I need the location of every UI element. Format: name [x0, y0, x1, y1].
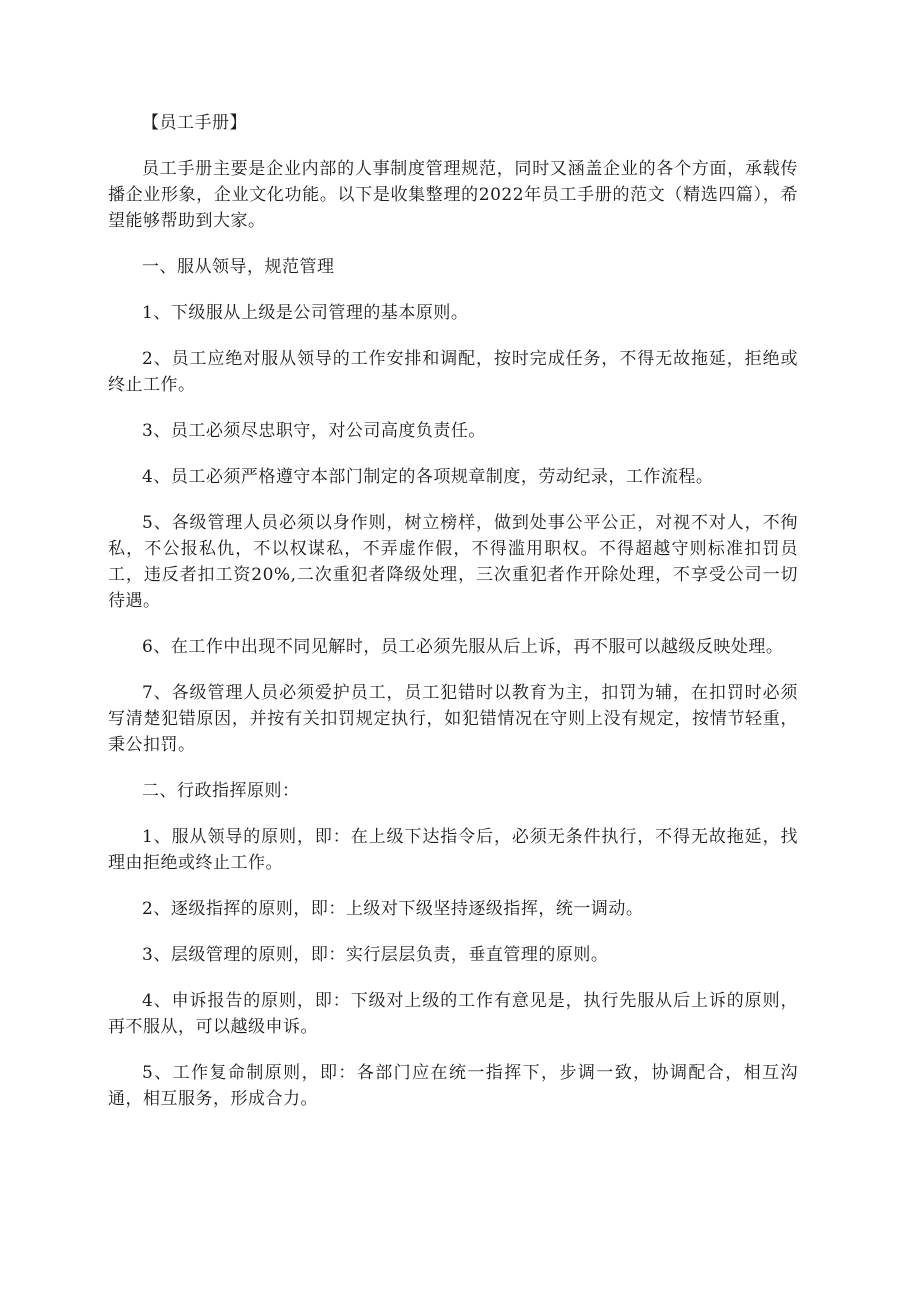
section-heading-1: 一、服从领导，规范管理 [142, 257, 335, 277]
rule-1-5: 5、各级管理人员必须以身作则，树立榜样，做到处事公平公正，对视不对人，不徇私，不公报私仇，不以权谋私，不弄虚作假，不得滥用职权。不得超越守则标准扣罚员工，违反者扣工资20%,二次重犯者降级处理，三次重犯者作开除处理，不享受公司一切待遇。 [108, 513, 798, 611]
rule-1-4: 4、员工必须严格遵守本部门制定的各项规章制度，劳动纪录，工作流程。 [142, 467, 714, 487]
rule-1-7: 7、各级管理人员必须爱护员工，员工犯错时以教育为主，扣罚为辅，在扣罚时必须写清楚犯错原因，并按有关扣罚规定执行，如犯错情况在守则上没有规定，按情节轻重，秉公扣罚。 [108, 683, 798, 755]
rule-1-6: 6、在工作中出现不同见解时，员工必须先服从后上诉，再不服可以越级反映处理。 [142, 637, 784, 657]
rule-2-5: 5、工作复命制原则，即：各部门应在统一指挥下，步调一致，协调配合，相互沟通，相互服务，形成合力。 [108, 1063, 798, 1109]
rule-1-3: 3、员工必须尽忠职守，对公司高度负责任。 [142, 421, 486, 441]
document-title: 【员工手册】 [142, 113, 247, 133]
intro-paragraph: 员工手册主要是企业内部的人事制度管理规范，同时又涵盖企业的各个方面，承载传播企业形象，企业文化功能。以下是收集整理的2022年员工手册的范文（精选四篇），希望能够帮助到大家。 [108, 159, 798, 231]
document-body [108, 110, 798, 1112]
rule-1-2: 2、员工应绝对服从领导的工作安排和调配，按时完成任务，不得无故拖延，拒绝或终止工作。 [108, 349, 798, 395]
rule-2-2: 2、逐级指挥的原则，即：上级对下级坚持逐级指挥，统一调动。 [142, 899, 644, 919]
section-heading-2: 二、行政指挥原则： [142, 781, 300, 801]
rule-2-3: 3、层级管理的原则，即：实行层层负责，垂直管理的原则。 [142, 945, 609, 965]
rule-1-1: 1、下级服从上级是公司管理的基本原则。 [142, 303, 469, 323]
rule-2-1: 1、服从领导的原则，即：在上级下达指令后，必须无条件执行，不得无故拖延，找理由拒绝或终止工作。 [108, 827, 798, 873]
rule-2-4: 4、申诉报告的原则，即：下级对上级的工作有意见是，执行先服从后上诉的原则，再不服从，可以越级申诉。 [108, 991, 798, 1037]
